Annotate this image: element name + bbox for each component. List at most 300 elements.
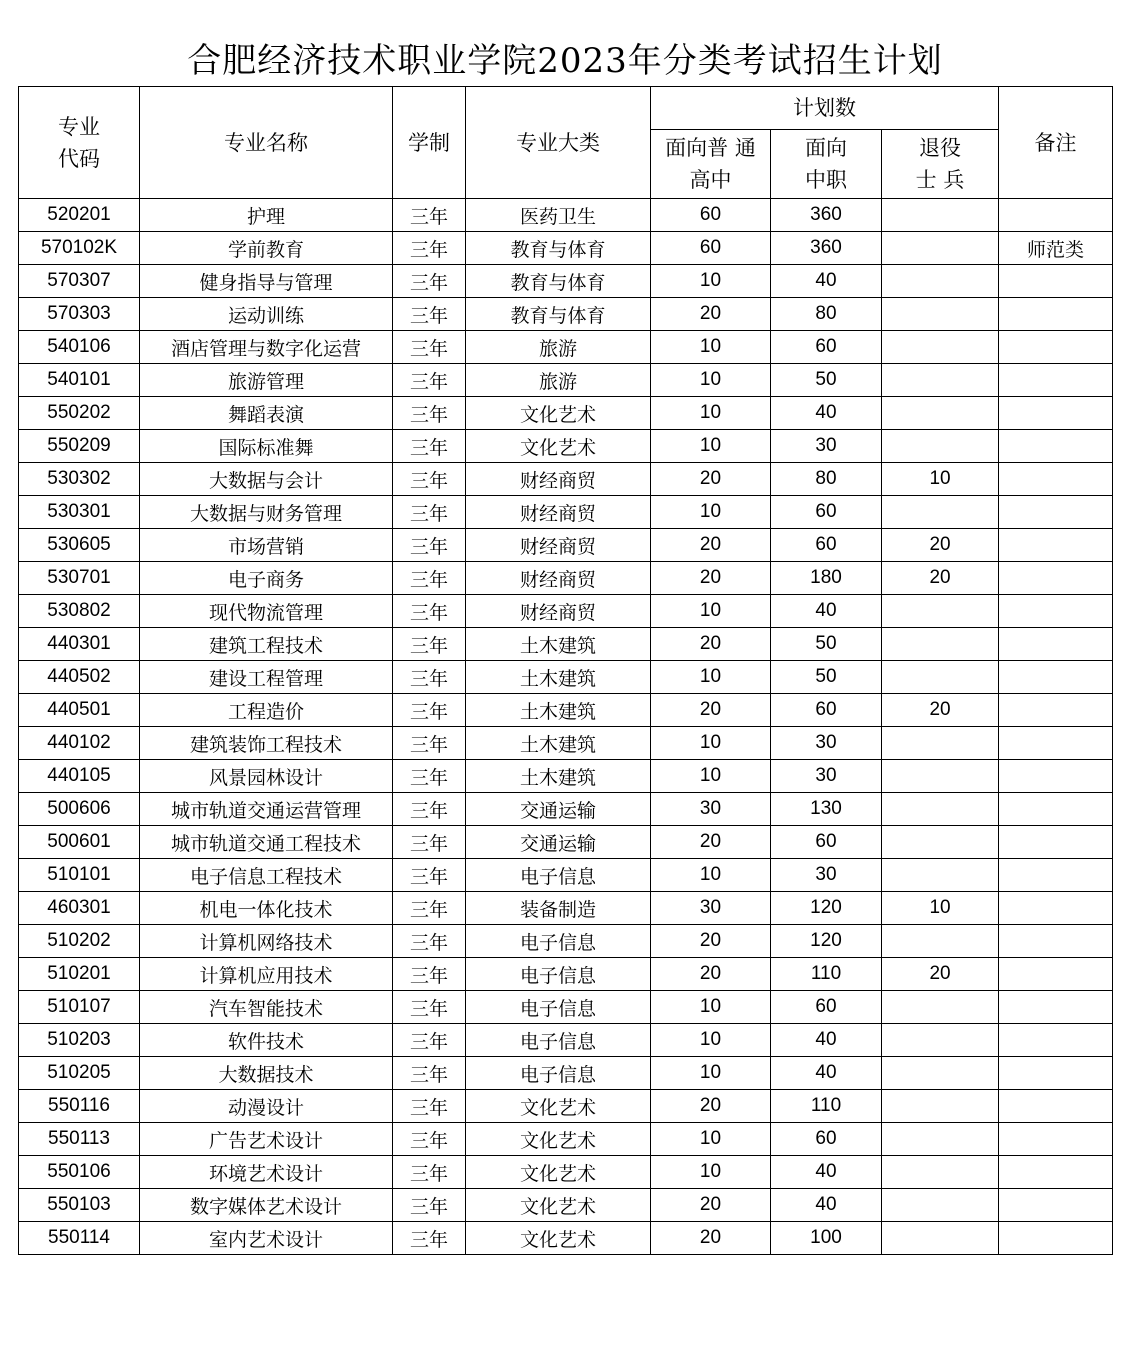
category-cell: 旅游 — [466, 364, 651, 397]
major-code-cell: 440301 — [19, 628, 140, 661]
major-code-cell: 520201 — [19, 199, 140, 232]
header-veteran-line1: 退役 — [919, 136, 961, 160]
general-highschool-cell: 60 — [651, 232, 771, 265]
duration-cell: 三年 — [393, 694, 466, 727]
category-cell: 电子信息 — [466, 1024, 651, 1057]
veteran-cell — [882, 628, 999, 661]
vocational-cell: 40 — [771, 265, 882, 298]
vocational-cell: 360 — [771, 199, 882, 232]
vocational-cell: 40 — [771, 1057, 882, 1090]
category-cell: 交通运输 — [466, 826, 651, 859]
table-row — [19, 364, 1113, 397]
header-major-name: 专业名称 — [140, 87, 393, 199]
major-code-cell: 550106 — [19, 1156, 140, 1189]
major-name-cell: 旅游管理 — [140, 364, 393, 397]
category-cell: 财经商贸 — [466, 562, 651, 595]
remark-cell — [999, 892, 1113, 925]
veteran-cell — [882, 298, 999, 331]
major-code-cell: 440502 — [19, 661, 140, 694]
header-row-top — [19, 87, 1113, 130]
remark-cell — [999, 595, 1113, 628]
major-code-cell: 510203 — [19, 1024, 140, 1057]
duration-cell: 三年 — [393, 661, 466, 694]
duration-cell: 三年 — [393, 430, 466, 463]
vocational-cell: 50 — [771, 628, 882, 661]
vocational-cell: 60 — [771, 496, 882, 529]
header-major-code-line1: 专业 — [58, 114, 100, 139]
veteran-cell — [882, 1057, 999, 1090]
category-cell: 电子信息 — [466, 1057, 651, 1090]
veteran-cell — [882, 430, 999, 463]
vocational-cell: 80 — [771, 463, 882, 496]
veteran-cell — [882, 1222, 999, 1255]
header-plan-count: 计划数 — [651, 87, 999, 130]
veteran-cell — [882, 1123, 999, 1156]
general-highschool-cell: 60 — [651, 199, 771, 232]
general-highschool-cell: 30 — [651, 793, 771, 826]
vocational-cell: 60 — [771, 331, 882, 364]
major-code-cell: 530802 — [19, 595, 140, 628]
general-highschool-cell: 20 — [651, 1222, 771, 1255]
remark-cell — [999, 760, 1113, 793]
major-name-cell: 室内艺术设计 — [140, 1222, 393, 1255]
remark-cell: 师范类 — [999, 232, 1113, 265]
major-code-cell: 550103 — [19, 1189, 140, 1222]
category-cell: 财经商贸 — [466, 463, 651, 496]
major-code-cell: 570303 — [19, 298, 140, 331]
major-code-cell: 510205 — [19, 1057, 140, 1090]
table-row — [19, 430, 1113, 463]
veteran-cell — [882, 925, 999, 958]
vocational-cell: 60 — [771, 1123, 882, 1156]
duration-cell: 三年 — [393, 562, 466, 595]
table-row — [19, 562, 1113, 595]
vocational-cell: 60 — [771, 529, 882, 562]
major-name-cell: 计算机网络技术 — [140, 925, 393, 958]
vocational-cell: 120 — [771, 892, 882, 925]
remark-cell — [999, 826, 1113, 859]
table-row — [19, 496, 1113, 529]
table-row — [19, 298, 1113, 331]
vocational-cell: 360 — [771, 232, 882, 265]
duration-cell: 三年 — [393, 793, 466, 826]
vocational-cell: 30 — [771, 727, 882, 760]
general-highschool-cell: 20 — [651, 529, 771, 562]
major-code-cell: 510101 — [19, 859, 140, 892]
general-highschool-cell: 10 — [651, 1123, 771, 1156]
major-name-cell: 计算机应用技术 — [140, 958, 393, 991]
veteran-cell — [882, 331, 999, 364]
table-row — [19, 397, 1113, 430]
veteran-cell — [882, 793, 999, 826]
general-highschool-cell: 10 — [651, 595, 771, 628]
general-highschool-cell: 10 — [651, 727, 771, 760]
major-code-cell: 550113 — [19, 1123, 140, 1156]
vocational-cell: 40 — [771, 397, 882, 430]
major-name-cell: 市场营销 — [140, 529, 393, 562]
table-row — [19, 463, 1113, 496]
major-name-cell: 风景园林设计 — [140, 760, 393, 793]
category-cell: 医药卫生 — [466, 199, 651, 232]
major-code-cell: 550116 — [19, 1090, 140, 1123]
category-cell: 文化艺术 — [466, 1156, 651, 1189]
duration-cell: 三年 — [393, 727, 466, 760]
category-cell: 电子信息 — [466, 958, 651, 991]
general-highschool-cell: 30 — [651, 892, 771, 925]
header-duration: 学制 — [393, 87, 466, 199]
veteran-cell — [882, 232, 999, 265]
remark-cell — [999, 1024, 1113, 1057]
remark-cell — [999, 793, 1113, 826]
major-code-cell: 540106 — [19, 331, 140, 364]
major-name-cell: 健身指导与管理 — [140, 265, 393, 298]
vocational-cell: 130 — [771, 793, 882, 826]
duration-cell: 三年 — [393, 1024, 466, 1057]
major-name-cell: 国际标准舞 — [140, 430, 393, 463]
veteran-cell: 20 — [882, 562, 999, 595]
veteran-cell: 10 — [882, 892, 999, 925]
veteran-cell — [882, 1156, 999, 1189]
remark-cell — [999, 562, 1113, 595]
remark-cell — [999, 991, 1113, 1024]
duration-cell: 三年 — [393, 331, 466, 364]
duration-cell: 三年 — [393, 859, 466, 892]
major-name-cell: 电子信息工程技术 — [140, 859, 393, 892]
header-vocational-line1: 面向 — [805, 136, 847, 160]
vocational-cell: 60 — [771, 991, 882, 1024]
major-name-cell: 环境艺术设计 — [140, 1156, 393, 1189]
veteran-cell — [882, 199, 999, 232]
table-row — [19, 1057, 1113, 1090]
general-highschool-cell: 10 — [651, 364, 771, 397]
duration-cell: 三年 — [393, 1123, 466, 1156]
remark-cell — [999, 298, 1113, 331]
major-name-cell: 机电一体化技术 — [140, 892, 393, 925]
veteran-cell — [882, 859, 999, 892]
major-name-cell: 城市轨道交通工程技术 — [140, 826, 393, 859]
major-name-cell: 大数据与会计 — [140, 463, 393, 496]
major-code-cell: 530301 — [19, 496, 140, 529]
table-row — [19, 694, 1113, 727]
vocational-cell: 110 — [771, 1090, 882, 1123]
general-highschool-cell: 20 — [651, 562, 771, 595]
table-row — [19, 1024, 1113, 1057]
table-row — [19, 1123, 1113, 1156]
major-code-cell: 510202 — [19, 925, 140, 958]
duration-cell: 三年 — [393, 364, 466, 397]
header-vocational — [771, 130, 882, 199]
header-veteran — [882, 130, 999, 199]
header-general-line1: 面向普 通 — [665, 136, 756, 160]
category-cell: 交通运输 — [466, 793, 651, 826]
major-code-cell: 570307 — [19, 265, 140, 298]
veteran-cell: 20 — [882, 958, 999, 991]
table-row — [19, 199, 1113, 232]
general-highschool-cell: 10 — [651, 859, 771, 892]
vocational-cell: 40 — [771, 1024, 882, 1057]
category-cell: 土木建筑 — [466, 661, 651, 694]
table-row — [19, 1090, 1113, 1123]
table-row — [19, 1189, 1113, 1222]
major-code-cell: 440105 — [19, 760, 140, 793]
header-major-code-line2: 代码 — [58, 146, 100, 171]
veteran-cell — [882, 760, 999, 793]
remark-cell — [999, 958, 1113, 991]
table-row — [19, 595, 1113, 628]
table-row — [19, 628, 1113, 661]
duration-cell: 三年 — [393, 760, 466, 793]
general-highschool-cell: 10 — [651, 1057, 771, 1090]
category-cell: 电子信息 — [466, 859, 651, 892]
major-name-cell: 工程造价 — [140, 694, 393, 727]
category-cell: 土木建筑 — [466, 760, 651, 793]
major-name-cell: 现代物流管理 — [140, 595, 393, 628]
veteran-cell — [882, 661, 999, 694]
veteran-cell: 20 — [882, 694, 999, 727]
category-cell: 文化艺术 — [466, 1090, 651, 1123]
remark-cell — [999, 265, 1113, 298]
general-highschool-cell: 20 — [651, 694, 771, 727]
category-cell: 旅游 — [466, 331, 651, 364]
major-name-cell: 城市轨道交通运营管理 — [140, 793, 393, 826]
major-name-cell: 建设工程管理 — [140, 661, 393, 694]
vocational-cell: 50 — [771, 364, 882, 397]
major-code-cell: 540101 — [19, 364, 140, 397]
duration-cell: 三年 — [393, 1189, 466, 1222]
general-highschool-cell: 10 — [651, 760, 771, 793]
remark-cell — [999, 1156, 1113, 1189]
veteran-cell — [882, 364, 999, 397]
header-vocational-line2: 中职 — [805, 168, 847, 192]
vocational-cell: 30 — [771, 430, 882, 463]
remark-cell — [999, 463, 1113, 496]
general-highschool-cell: 20 — [651, 1090, 771, 1123]
duration-cell: 三年 — [393, 397, 466, 430]
vocational-cell: 180 — [771, 562, 882, 595]
duration-cell: 三年 — [393, 925, 466, 958]
category-cell: 财经商贸 — [466, 496, 651, 529]
veteran-cell — [882, 991, 999, 1024]
general-highschool-cell: 10 — [651, 265, 771, 298]
veteran-cell — [882, 265, 999, 298]
header-category: 专业大类 — [466, 87, 651, 199]
vocational-cell: 80 — [771, 298, 882, 331]
major-name-cell: 大数据技术 — [140, 1057, 393, 1090]
category-cell: 电子信息 — [466, 925, 651, 958]
general-highschool-cell: 10 — [651, 991, 771, 1024]
header-remark: 备注 — [999, 87, 1113, 199]
remark-cell — [999, 430, 1113, 463]
category-cell: 文化艺术 — [466, 1222, 651, 1255]
remark-cell — [999, 694, 1113, 727]
major-code-cell: 500601 — [19, 826, 140, 859]
major-code-cell: 550114 — [19, 1222, 140, 1255]
veteran-cell — [882, 1024, 999, 1057]
major-code-cell: 440102 — [19, 727, 140, 760]
remark-cell — [999, 1057, 1113, 1090]
remark-cell — [999, 331, 1113, 364]
category-cell: 土木建筑 — [466, 694, 651, 727]
category-cell: 教育与体育 — [466, 298, 651, 331]
vocational-cell: 110 — [771, 958, 882, 991]
major-code-cell: 510201 — [19, 958, 140, 991]
major-name-cell: 数字媒体艺术设计 — [140, 1189, 393, 1222]
general-highschool-cell: 20 — [651, 1189, 771, 1222]
general-highschool-cell: 10 — [651, 430, 771, 463]
duration-cell: 三年 — [393, 1090, 466, 1123]
general-highschool-cell: 10 — [651, 331, 771, 364]
remark-cell — [999, 1123, 1113, 1156]
remark-cell — [999, 397, 1113, 430]
major-code-cell: 530302 — [19, 463, 140, 496]
remark-cell — [999, 661, 1113, 694]
table-row — [19, 760, 1113, 793]
header-veteran-line2: 士 兵 — [915, 168, 965, 192]
duration-cell: 三年 — [393, 595, 466, 628]
vocational-cell: 30 — [771, 859, 882, 892]
duration-cell: 三年 — [393, 232, 466, 265]
table-row — [19, 331, 1113, 364]
major-code-cell: 570102K — [19, 232, 140, 265]
major-name-cell: 舞蹈表演 — [140, 397, 393, 430]
major-code-cell: 550202 — [19, 397, 140, 430]
table-row — [19, 529, 1113, 562]
major-name-cell: 广告艺术设计 — [140, 1123, 393, 1156]
remark-cell — [999, 1222, 1113, 1255]
major-code-cell: 500606 — [19, 793, 140, 826]
major-name-cell: 动漫设计 — [140, 1090, 393, 1123]
general-highschool-cell: 20 — [651, 826, 771, 859]
category-cell: 文化艺术 — [466, 430, 651, 463]
veteran-cell — [882, 496, 999, 529]
table-row — [19, 1156, 1113, 1189]
table-row — [19, 727, 1113, 760]
major-name-cell: 软件技术 — [140, 1024, 393, 1057]
vocational-cell: 60 — [771, 694, 882, 727]
major-code-cell: 460301 — [19, 892, 140, 925]
duration-cell: 三年 — [393, 265, 466, 298]
major-name-cell: 建筑装饰工程技术 — [140, 727, 393, 760]
general-highschool-cell: 20 — [651, 958, 771, 991]
category-cell: 土木建筑 — [466, 628, 651, 661]
duration-cell: 三年 — [393, 1156, 466, 1189]
major-code-cell: 550209 — [19, 430, 140, 463]
category-cell: 装备制造 — [466, 892, 651, 925]
major-name-cell: 大数据与财务管理 — [140, 496, 393, 529]
duration-cell: 三年 — [393, 958, 466, 991]
category-cell: 土木建筑 — [466, 727, 651, 760]
veteran-cell: 20 — [882, 529, 999, 562]
category-cell: 教育与体育 — [466, 232, 651, 265]
duration-cell: 三年 — [393, 298, 466, 331]
duration-cell: 三年 — [393, 199, 466, 232]
duration-cell: 三年 — [393, 463, 466, 496]
remark-cell — [999, 496, 1113, 529]
table-row — [19, 958, 1113, 991]
header-major-code — [19, 87, 140, 199]
veteran-cell — [882, 595, 999, 628]
table-row — [19, 232, 1113, 265]
vocational-cell: 120 — [771, 925, 882, 958]
major-name-cell: 建筑工程技术 — [140, 628, 393, 661]
category-cell: 文化艺术 — [466, 1123, 651, 1156]
remark-cell — [999, 529, 1113, 562]
table-row — [19, 265, 1113, 298]
remark-cell — [999, 628, 1113, 661]
category-cell: 文化艺术 — [466, 397, 651, 430]
general-highschool-cell: 20 — [651, 925, 771, 958]
veteran-cell — [882, 1189, 999, 1222]
duration-cell: 三年 — [393, 628, 466, 661]
vocational-cell: 50 — [771, 661, 882, 694]
veteran-cell: 10 — [882, 463, 999, 496]
table-row — [19, 859, 1113, 892]
general-highschool-cell: 10 — [651, 1024, 771, 1057]
major-name-cell: 护理 — [140, 199, 393, 232]
general-highschool-cell: 10 — [651, 397, 771, 430]
table-row — [19, 892, 1113, 925]
general-highschool-cell: 20 — [651, 298, 771, 331]
general-highschool-cell: 20 — [651, 628, 771, 661]
major-name-cell: 电子商务 — [140, 562, 393, 595]
duration-cell: 三年 — [393, 496, 466, 529]
remark-cell — [999, 1090, 1113, 1123]
vocational-cell: 40 — [771, 595, 882, 628]
general-highschool-cell: 10 — [651, 1156, 771, 1189]
major-name-cell: 运动训练 — [140, 298, 393, 331]
duration-cell: 三年 — [393, 529, 466, 562]
major-name-cell: 学前教育 — [140, 232, 393, 265]
table-row — [19, 1222, 1113, 1255]
duration-cell: 三年 — [393, 826, 466, 859]
table-row — [19, 826, 1113, 859]
major-code-cell: 530605 — [19, 529, 140, 562]
category-cell: 财经商贸 — [466, 595, 651, 628]
vocational-cell: 40 — [771, 1189, 882, 1222]
remark-cell — [999, 925, 1113, 958]
enrollment-plan-table — [18, 86, 1113, 1255]
category-cell: 教育与体育 — [466, 265, 651, 298]
vocational-cell: 40 — [771, 1156, 882, 1189]
remark-cell — [999, 859, 1113, 892]
category-cell: 电子信息 — [466, 991, 651, 1024]
duration-cell: 三年 — [393, 1222, 466, 1255]
duration-cell: 三年 — [393, 991, 466, 1024]
duration-cell: 三年 — [393, 892, 466, 925]
vocational-cell: 30 — [771, 760, 882, 793]
major-name-cell: 酒店管理与数字化运营 — [140, 331, 393, 364]
remark-cell — [999, 727, 1113, 760]
remark-cell — [999, 199, 1113, 232]
major-name-cell: 汽车智能技术 — [140, 991, 393, 1024]
page-title: 合肥经济技术职业学院2023年分类考试招生计划 — [187, 41, 943, 81]
category-cell: 文化艺术 — [466, 1189, 651, 1222]
table-row — [19, 991, 1113, 1024]
category-cell: 财经商贸 — [466, 529, 651, 562]
veteran-cell — [882, 727, 999, 760]
remark-cell — [999, 364, 1113, 397]
vocational-cell: 100 — [771, 1222, 882, 1255]
table-row — [19, 793, 1113, 826]
table-row — [19, 925, 1113, 958]
general-highschool-cell: 20 — [651, 463, 771, 496]
vocational-cell: 60 — [771, 826, 882, 859]
major-code-cell: 440501 — [19, 694, 140, 727]
veteran-cell — [882, 826, 999, 859]
general-highschool-cell: 10 — [651, 496, 771, 529]
major-code-cell: 510107 — [19, 991, 140, 1024]
veteran-cell — [882, 1090, 999, 1123]
